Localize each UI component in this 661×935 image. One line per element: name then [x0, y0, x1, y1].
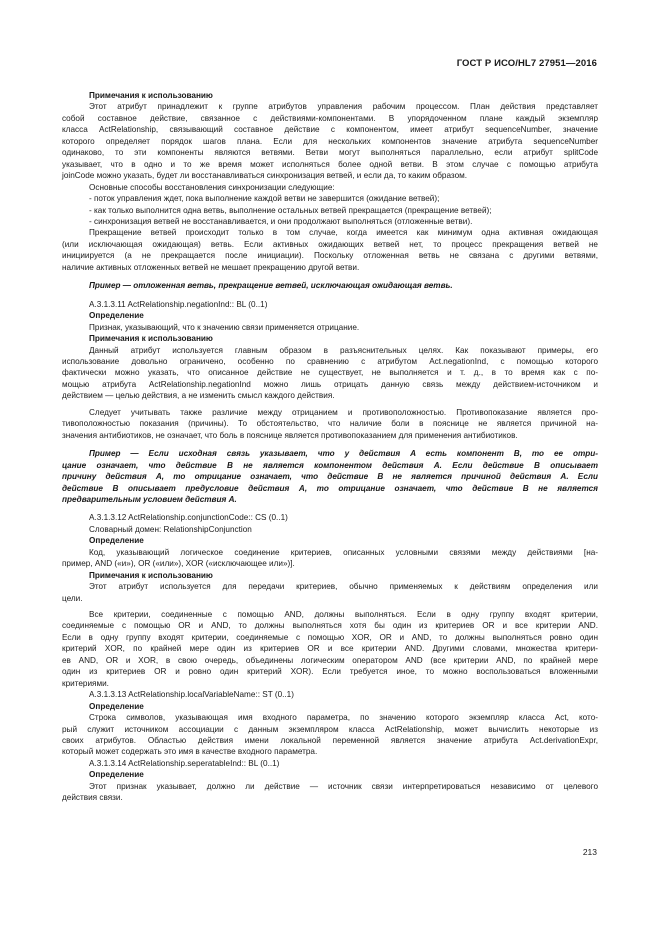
paragraph-line: которого определяет порядок шагов плана. Если для нескольких компонентов значение атрибута sequenceNumber [62, 136, 598, 146]
paragraph-line: один из критериев OR и ровно один критерий XOR). Если требуется иное, то можно воспользоваться вложенными [62, 667, 598, 677]
paragraph-line: фактически можно указать, что описанное действие не существует, не выполняется и т. д., в то время как с по- [62, 368, 598, 378]
example-line: Пример — Если исходная связь указывает, что у действия A есть компонент B, то ее отри- [89, 449, 598, 459]
example-line: действие B описывает предусловие действия A, то отрицание означает, что действие B не является [62, 483, 598, 493]
notes-heading: Примечания к использованию [89, 91, 213, 100]
vocabulary-domain: Словарный домен: RelationshipConjunction [89, 524, 252, 534]
definition-text: Строка символов, указывающая имя входного параметра, по значению которого экземпляр класса Act, кото- [89, 713, 598, 723]
section-title: A.3.1.3.11 ActRelationship.negationInd:: BL (0..1) [89, 299, 268, 309]
definition-heading: Определение [89, 536, 144, 546]
paragraph-line: класса ActRelationship, связывающий составное действие с компонентом, имеет атрибут sequenceNumber, значение [62, 125, 598, 135]
paragraph-line: указывает, что в одно и то же время может исполняться более одной ветви. В этом случае с помощью атрибута [62, 159, 598, 169]
paragraph-line: Если в одну группу входят критерии, соединяемые с помощью XOR, OR и AND, то должны выполняться ровно один [62, 632, 598, 642]
definition-text: рый служит источником ассоциации с данным экземпляром класса ActRelationship, может вычислить некоторые из [62, 724, 598, 734]
notes-heading: Примечания к использованию [89, 570, 213, 580]
paragraph-line: Прекращение ветвей происходит только в том случае, когда имеется как минимум одна активная ожидающая [89, 228, 598, 238]
paragraph-line: ев AND, OR и XOR, в свою очередь, объединены логическим оператором AND (все критерии AND, по крайней мере [62, 655, 598, 665]
paragraph-line: инициируется (а не прекращается после инициации). Поскольку отложенная ветвь не связана с другими ветвями, [62, 251, 598, 261]
paragraph-line: критерий XOR, по крайней мере один из критериев OR и все критерии AND. Другими словами, множества критери- [62, 644, 598, 654]
paragraph-line: (или исключающая ожидающая) ветвь. Если активных ожидающих ветвей нет, то процесс прекращения ветвей не [62, 239, 598, 249]
example-line: причину действия A, то отрицание означает, что действие B не является причиной действия A. Если [62, 472, 598, 482]
paragraph-line: joinCode можно указать, будет ли восстанавливаться синхронизация ветвей, и если да, то каким образом. [62, 171, 468, 181]
list-item: - поток управления ждет, пока выполнение каждой ветви не завершится (ожидание ветвей); [89, 194, 440, 204]
section-title: A.3.1.3.14 ActRelationship.seperatableInd:: BL (0..1) [89, 758, 280, 768]
paragraph-line: действием — целью действия, а не изменить смысл каждого действия. [62, 391, 335, 401]
paragraph-line: Этот атрибут принадлежит к группе атрибутов управления рабочим процессом. План действия представляет [89, 102, 598, 112]
paragraph-line: значения антибиотиков, не означает, что боль в пояснице является противопоказанием для применения антибиотиков. [62, 430, 518, 440]
paragraph-line: наличие активных отложенных ветвей не мешает прекращению другой ветви. [62, 262, 360, 272]
paragraph-line: мощью атрибута ActRelationship.negationInd можно лишь отрицать данную связь между действием-источником и [62, 379, 598, 389]
list-item: - синхронизация ветвей не восстанавливается, и они продолжают выполняться (отложенные ветви). [89, 216, 473, 226]
paragraph-line: собой составное действие, связанное с действиями-компонентами. В упорядоченном плане каждый экземпляр [62, 113, 598, 123]
example-line: Пример — отложенная ветвь, прекращение ветвей, исключающая ожидающая ветвь. [89, 281, 453, 291]
page-number: 213 [582, 847, 597, 857]
definition-text: Этот признак указывает, должно ли действие — источник связи интерпретироваться независимо от целевого [89, 781, 598, 791]
definition-text: Код, указывающий логическое соединение критериев, описанных условными связями между действиями [на- [89, 547, 598, 557]
definition-text: Признак, указывающий, что к значению связи применяется отрицание. [89, 322, 360, 332]
section-title: A.3.1.3.13 ActRelationship.localVariableName:: ST (0..1) [89, 690, 294, 700]
list-item: - как только выполнится одна ветвь, выполнение остальных ветвей прекращается (прекращение ветвей); [89, 205, 492, 215]
definition-text: пример, AND («и»), OR («или»), XOR («исключающее или»)]. [62, 559, 295, 569]
paragraph-line: цели. [62, 593, 83, 603]
definition-heading: Определение [89, 701, 144, 711]
paragraph-line: критериями. [62, 678, 109, 688]
section-title: A.3.1.3.12 ActRelationship.conjunctionCode:: CS (0..1) [89, 513, 288, 523]
example-line: предварительным условием действия A. [62, 494, 237, 504]
paragraph-line: Основные способы восстановления синхронизации следующие: [89, 182, 335, 192]
paragraph-line: использование довольно ограничено, особенно по сравнению с атрибутом Act.negationInd, с помощью которого [62, 356, 598, 366]
definition-heading: Определение [89, 770, 144, 780]
paragraph-line: Данный атрибут используется главным образом в разъяснительных целях. Как показывают примеры, его [89, 345, 598, 355]
standard-header: ГОСТ Р ИСО/HL7 27951—2016 [456, 58, 597, 69]
definition-text: своих атрибутов. Областью действия имени локальной переменной является значение атрибута Act.derivationExpr, [62, 736, 598, 746]
paragraph-line: одинаково, то эти компоненты являются ветвями. Ветви могут выполняться параллельно, если атрибут splitCode [62, 148, 598, 158]
definition-text: действия связи. [62, 793, 123, 803]
paragraph-line: Этот атрибут используется для передачи критериев, обычно применяемых к действиям определения или [89, 582, 598, 592]
paragraph-line: тивоположностью показания (причины). То обстоятельство, что наличие боли в пояснице не является причиной на- [62, 419, 598, 429]
definition-heading: Определение [89, 311, 144, 321]
example-line: цание означает, что действие B не является компонентом действия A. Если действие B описывает [62, 460, 598, 470]
notes-heading: Примечания к использованию [89, 334, 213, 344]
page-body [62, 90, 598, 804]
paragraph-line: Следует учитывать также различие между отрицанием и противоположностью. Противопоказание является про- [89, 407, 598, 417]
paragraph-line: соединяемые с помощью OR и AND, то должны выполняться хотя бы один из критериев OR и все критерии AND. [62, 621, 598, 631]
paragraph-line: Все критерии, соединенные с помощью AND, должны выполняться. Если в одну группу входят критерии, [89, 610, 598, 620]
definition-text: который может содержать это имя в качестве входного параметра. [62, 747, 318, 757]
